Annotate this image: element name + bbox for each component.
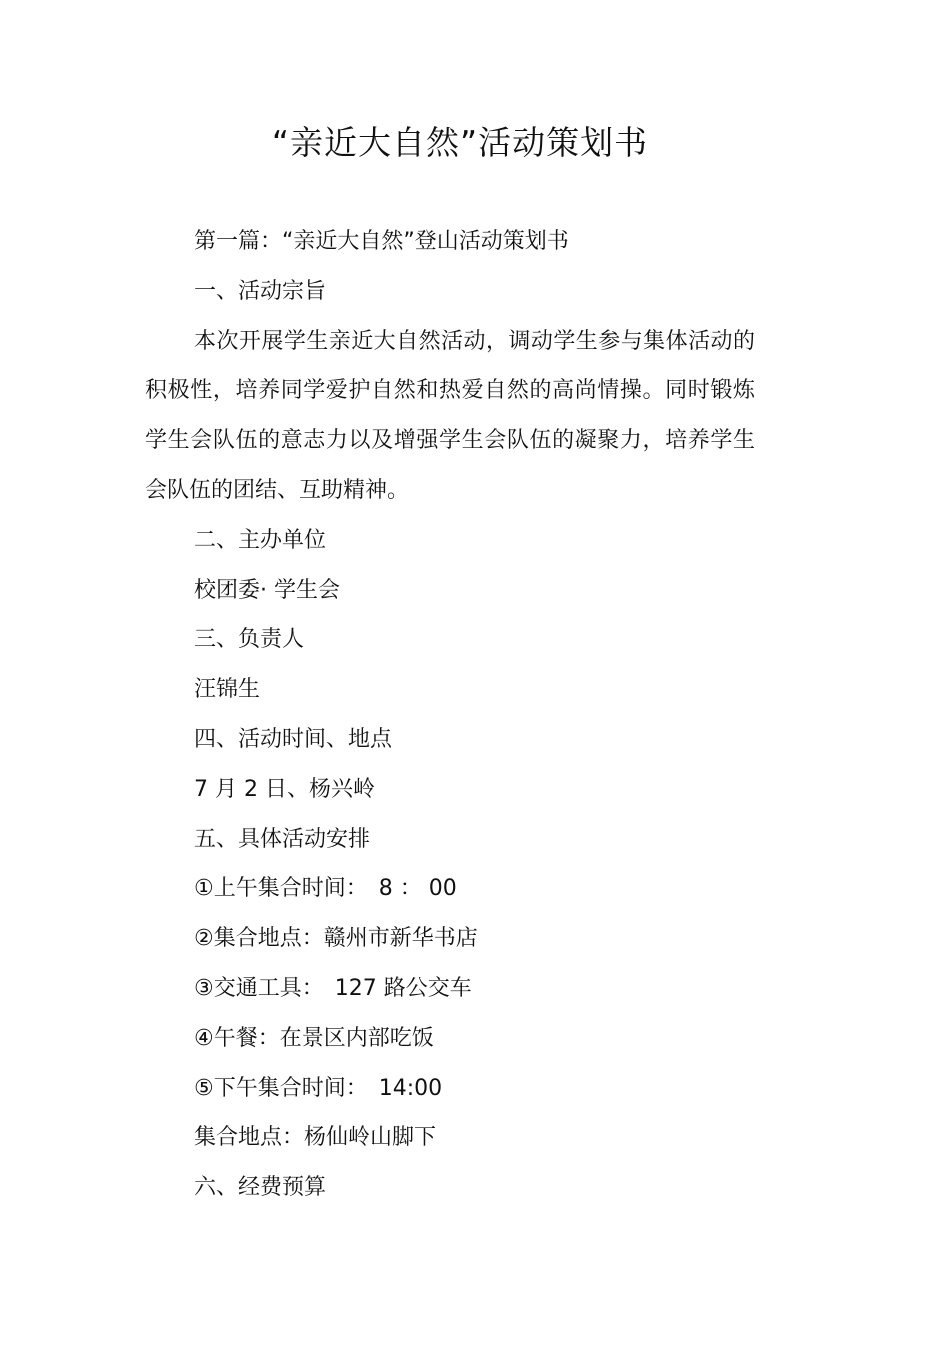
section-heading-person-in-charge: 三、负责人 bbox=[194, 627, 305, 653]
person-in-charge-text: 汪锦生 bbox=[194, 677, 261, 703]
document-title: “亲近大自然”活动策划书 bbox=[271, 123, 649, 162]
section-heading-schedule: 五、具体活动安排 bbox=[194, 826, 371, 852]
schedule-item: ②集合地点：赣州市新华书店 bbox=[194, 926, 478, 952]
schedule-item: ④午餐：在景区内部吃饭 bbox=[194, 1025, 434, 1051]
purpose-paragraph: 本次开展学生亲近大自然活动，调动学生参与集体活动的积极性，培养同学爱护自然和热爱自然的高尚情操。同时锻炼学生会队伍的意志力以及增强学生会队伍的凝聚力，培养学生会队伍的团结、互助精神。 bbox=[145, 328, 755, 503]
time-place-text: 7 月 2 日、杨兴岭 bbox=[194, 776, 375, 802]
section-heading-purpose: 一、活动宗旨 bbox=[194, 278, 327, 304]
chapter-heading: 第一篇：“亲近大自然”登山活动策划书 bbox=[194, 229, 569, 254]
section-heading-organizer: 二、主办单位 bbox=[194, 527, 327, 553]
schedule-item: 集合地点：杨仙岭山脚下 bbox=[194, 1125, 437, 1151]
section-heading-time-place: 四、活动时间、地点 bbox=[194, 726, 393, 752]
schedule-item: ①上午集合时间： 8 ： 00 bbox=[194, 876, 457, 902]
organizer-text: 校团委· 学生会 bbox=[194, 577, 340, 603]
schedule-item: ③交通工具： 127 路公交车 bbox=[194, 975, 472, 1001]
document-body bbox=[145, 217, 755, 1213]
section-heading-budget: 六、经费预算 bbox=[194, 1175, 327, 1201]
schedule-item: ⑤下午集合时间： 14:00 bbox=[194, 1075, 443, 1101]
